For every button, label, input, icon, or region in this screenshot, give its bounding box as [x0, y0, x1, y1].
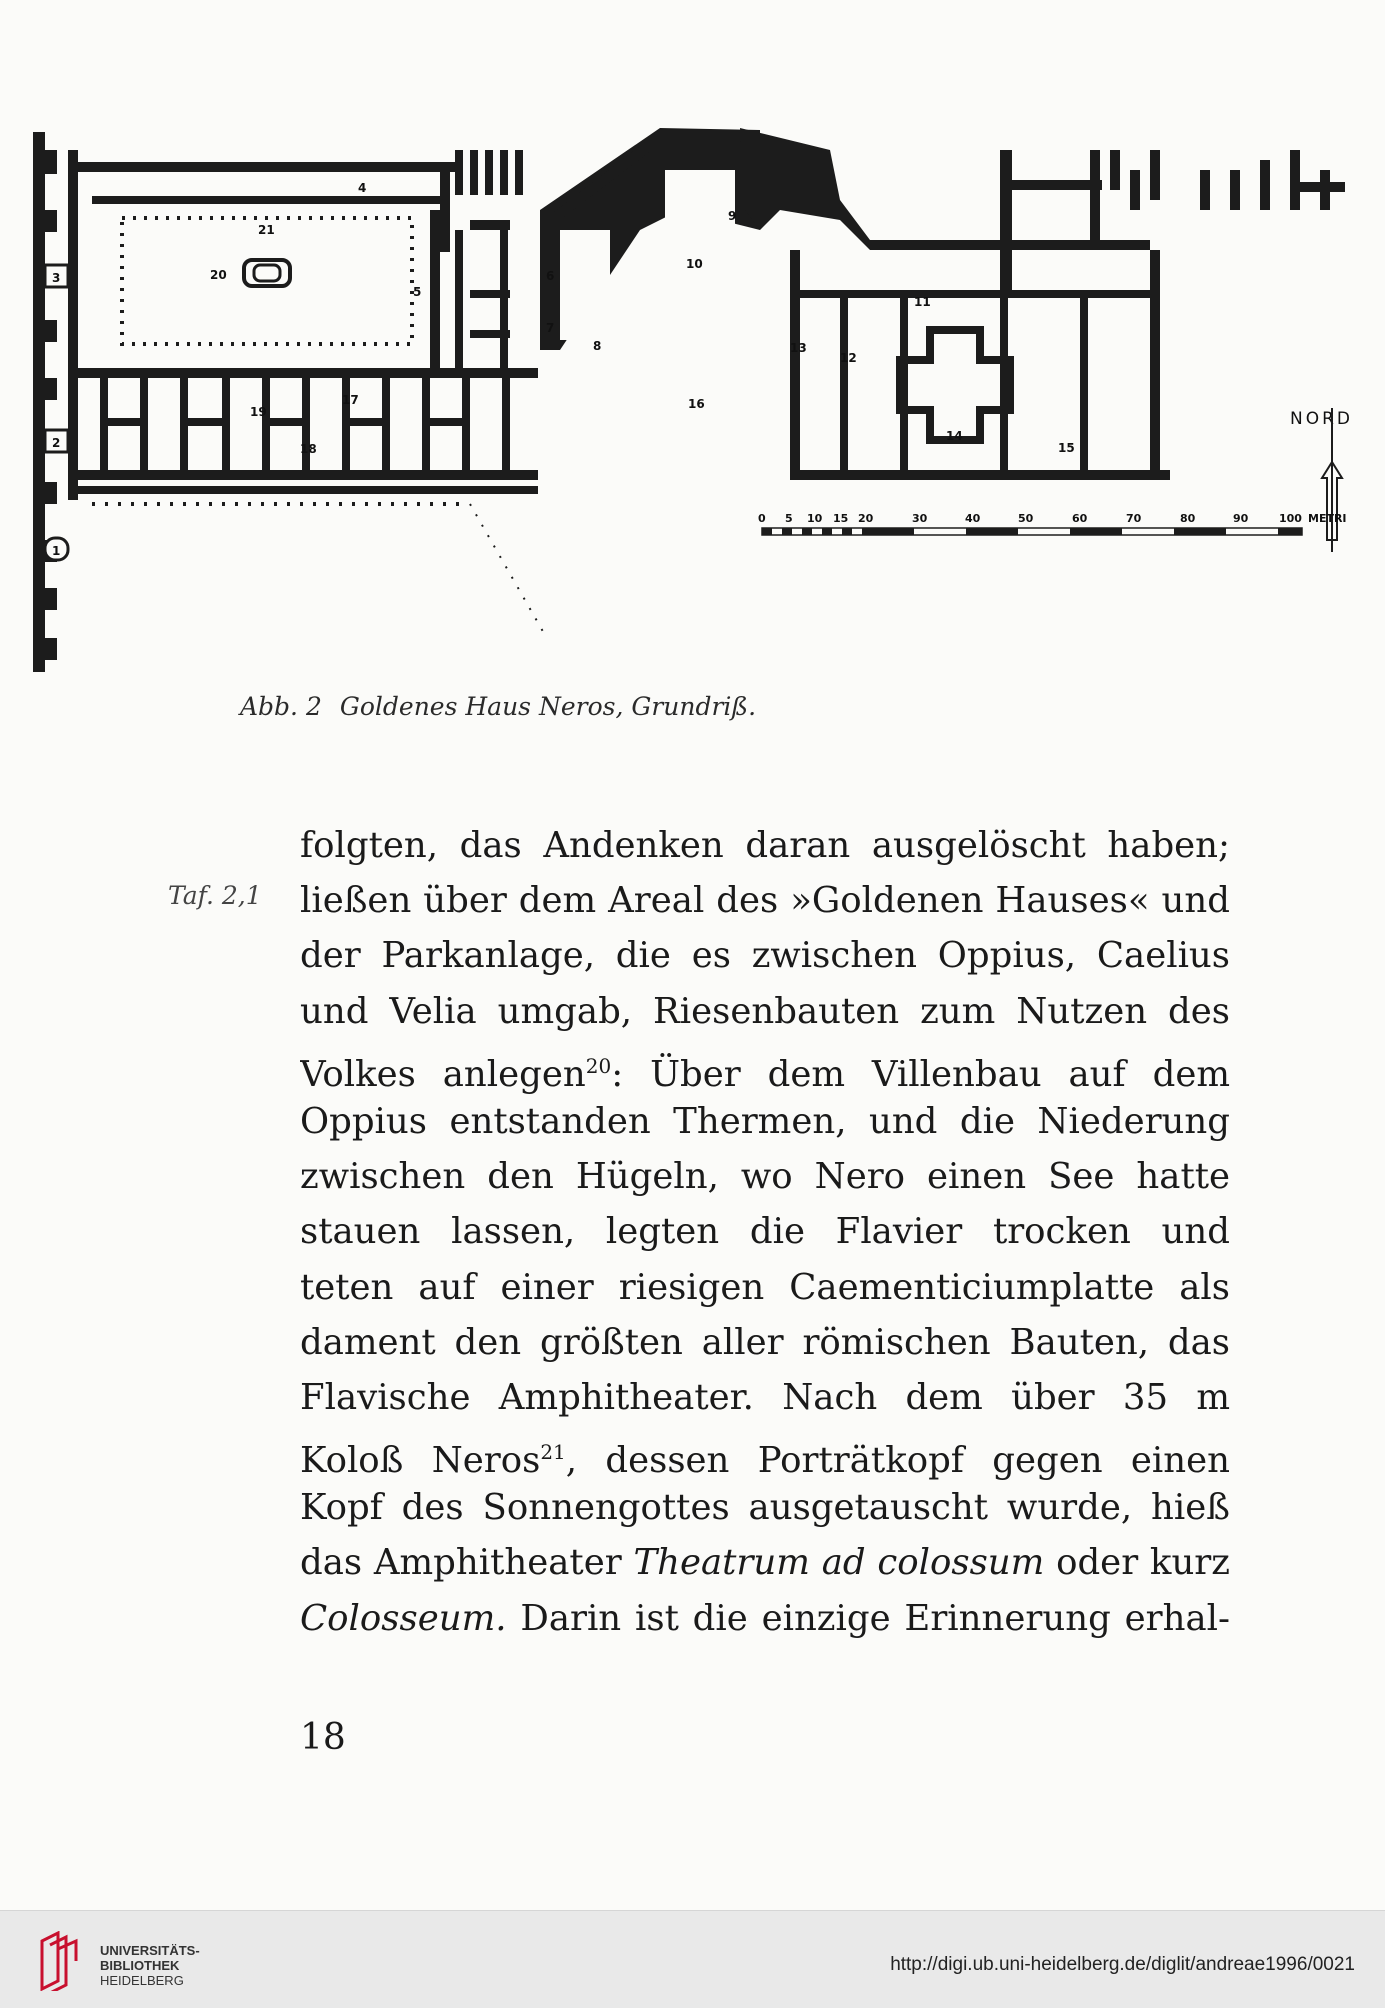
room-label-14: 14 [946, 429, 963, 443]
scale-tick-10: 10 [807, 512, 823, 525]
figure-number: Abb. 2 [240, 692, 322, 721]
room-label-13: 13 [790, 341, 807, 355]
floor-plan-figure [0, 110, 1385, 700]
text-line: Kopf des Sonnengottes ausgetauscht wurde, hieß [300, 1487, 1230, 1529]
room-label-3: 3 [52, 271, 61, 285]
source-url-link[interactable]: http://digi.ub.uni-heidelberg.de/diglit/andreae1996/0021 [890, 1954, 1355, 1975]
text-fragment: , dessen Porträtkopf gegen einen [565, 1439, 1230, 1481]
scale-tick-80: 80 [1180, 512, 1196, 525]
text-line: teten auf einer riesigen Caementiciumplatte als [300, 1266, 1230, 1308]
scale-tick-100: 100 [1279, 512, 1302, 525]
page-number: 18 [300, 1717, 346, 1758]
library-name-line: BIBLIOTHEK [100, 1958, 180, 1973]
scale-bar [758, 512, 1347, 535]
text-line: folgten, das Andenken daran ausgelöscht haben; [300, 825, 1230, 866]
margin-note: Taf. 2,1 [168, 881, 262, 910]
scale-tick-50: 50 [1018, 512, 1034, 525]
figure-caption [240, 692, 756, 721]
room-label-19: 19 [250, 405, 267, 419]
footer-bar [0, 1910, 1385, 2008]
text-line: stauen lassen, legten die Flavier trocken und [300, 1211, 1230, 1253]
room-label-1: 1 [52, 544, 61, 558]
room-label-12: 12 [840, 351, 857, 365]
room-label-10: 10 [686, 257, 703, 271]
scale-tick-90: 90 [1233, 512, 1249, 525]
text-line [300, 1591, 1230, 1646]
room-label-15: 15 [1058, 441, 1075, 455]
text-fragment: Darin ist die einzige Erinnerung erhal- [506, 1597, 1230, 1639]
text-italic: Colosseum. [300, 1597, 507, 1639]
text-line [300, 1425, 1230, 1480]
text-fragment: das Amphitheater [300, 1542, 634, 1584]
room-label-5: 5 [413, 285, 422, 299]
body-text [300, 818, 1230, 1646]
room-label-9: 9 [728, 209, 737, 223]
room-label-6: 6 [546, 269, 555, 283]
text-fragment: Volkes anlegen [300, 1053, 586, 1094]
scale-tick-5: 5 [785, 512, 793, 525]
footnote-ref-21[interactable]: 21 [540, 1440, 566, 1465]
room-label-20: 20 [210, 268, 227, 282]
room-label-16: 16 [688, 397, 705, 411]
library-name-line: HEIDELBERG [100, 1973, 184, 1988]
text-line: ließen über dem Areal des »Goldenen Hauses« und [300, 880, 1230, 922]
text-line: Oppius entstanden Thermen, und die Niederung [300, 1100, 1230, 1142]
scale-tick-20: 20 [858, 512, 874, 525]
text-italic: Theatrum ad colossum [633, 1542, 1045, 1584]
text-line [300, 1535, 1230, 1590]
scale-tick-30: 30 [912, 512, 928, 525]
figure-caption-text: Goldenes Haus Neros, Grundriß. [339, 692, 757, 721]
room-label-11: 11 [914, 295, 931, 309]
room-label-21: 21 [258, 223, 275, 237]
text-line [300, 1039, 1230, 1094]
text-fragment: oder kurz [1044, 1542, 1230, 1584]
room-label-18: 18 [300, 442, 317, 456]
text-line: Flavische Amphitheater. Nach dem über 35 m [300, 1376, 1230, 1418]
footnote-ref-20[interactable]: 20 [585, 1053, 612, 1078]
scale-tick-15: 15 [833, 512, 849, 525]
room-label-2: 2 [52, 436, 61, 450]
text-fragment: : Über dem Villenbau auf dem [611, 1053, 1230, 1094]
library-logo-icon[interactable] [36, 1931, 90, 1991]
text-line: zwischen den Hügeln, wo Nero einen See hatte [300, 1156, 1230, 1198]
text-line: dament den größten aller römischen Bauten, das [300, 1321, 1230, 1363]
room-label-17: 17 [342, 393, 359, 407]
room-label-8: 8 [593, 339, 602, 353]
room-label-4: 4 [358, 181, 367, 195]
scale-tick-60: 60 [1072, 512, 1088, 525]
north-label: NORD [1290, 409, 1353, 429]
scale-unit: METRI [1308, 512, 1347, 525]
library-name [100, 1943, 200, 1988]
text-line: und Velia umgab, Riesenbauten zum Nutzen des [300, 990, 1230, 1032]
text-fragment: Koloß Neros [300, 1439, 541, 1481]
text-line: der Parkanlage, die es zwischen Oppius, Caelius [300, 935, 1230, 977]
fountain-20 [244, 260, 290, 286]
scale-tick-40: 40 [965, 512, 981, 525]
room-label-7: 7 [546, 321, 555, 335]
library-name-line: UNIVERSITÄTS- [100, 1943, 200, 1958]
scale-tick-70: 70 [1126, 512, 1142, 525]
scale-tick-0: 0 [758, 512, 766, 525]
